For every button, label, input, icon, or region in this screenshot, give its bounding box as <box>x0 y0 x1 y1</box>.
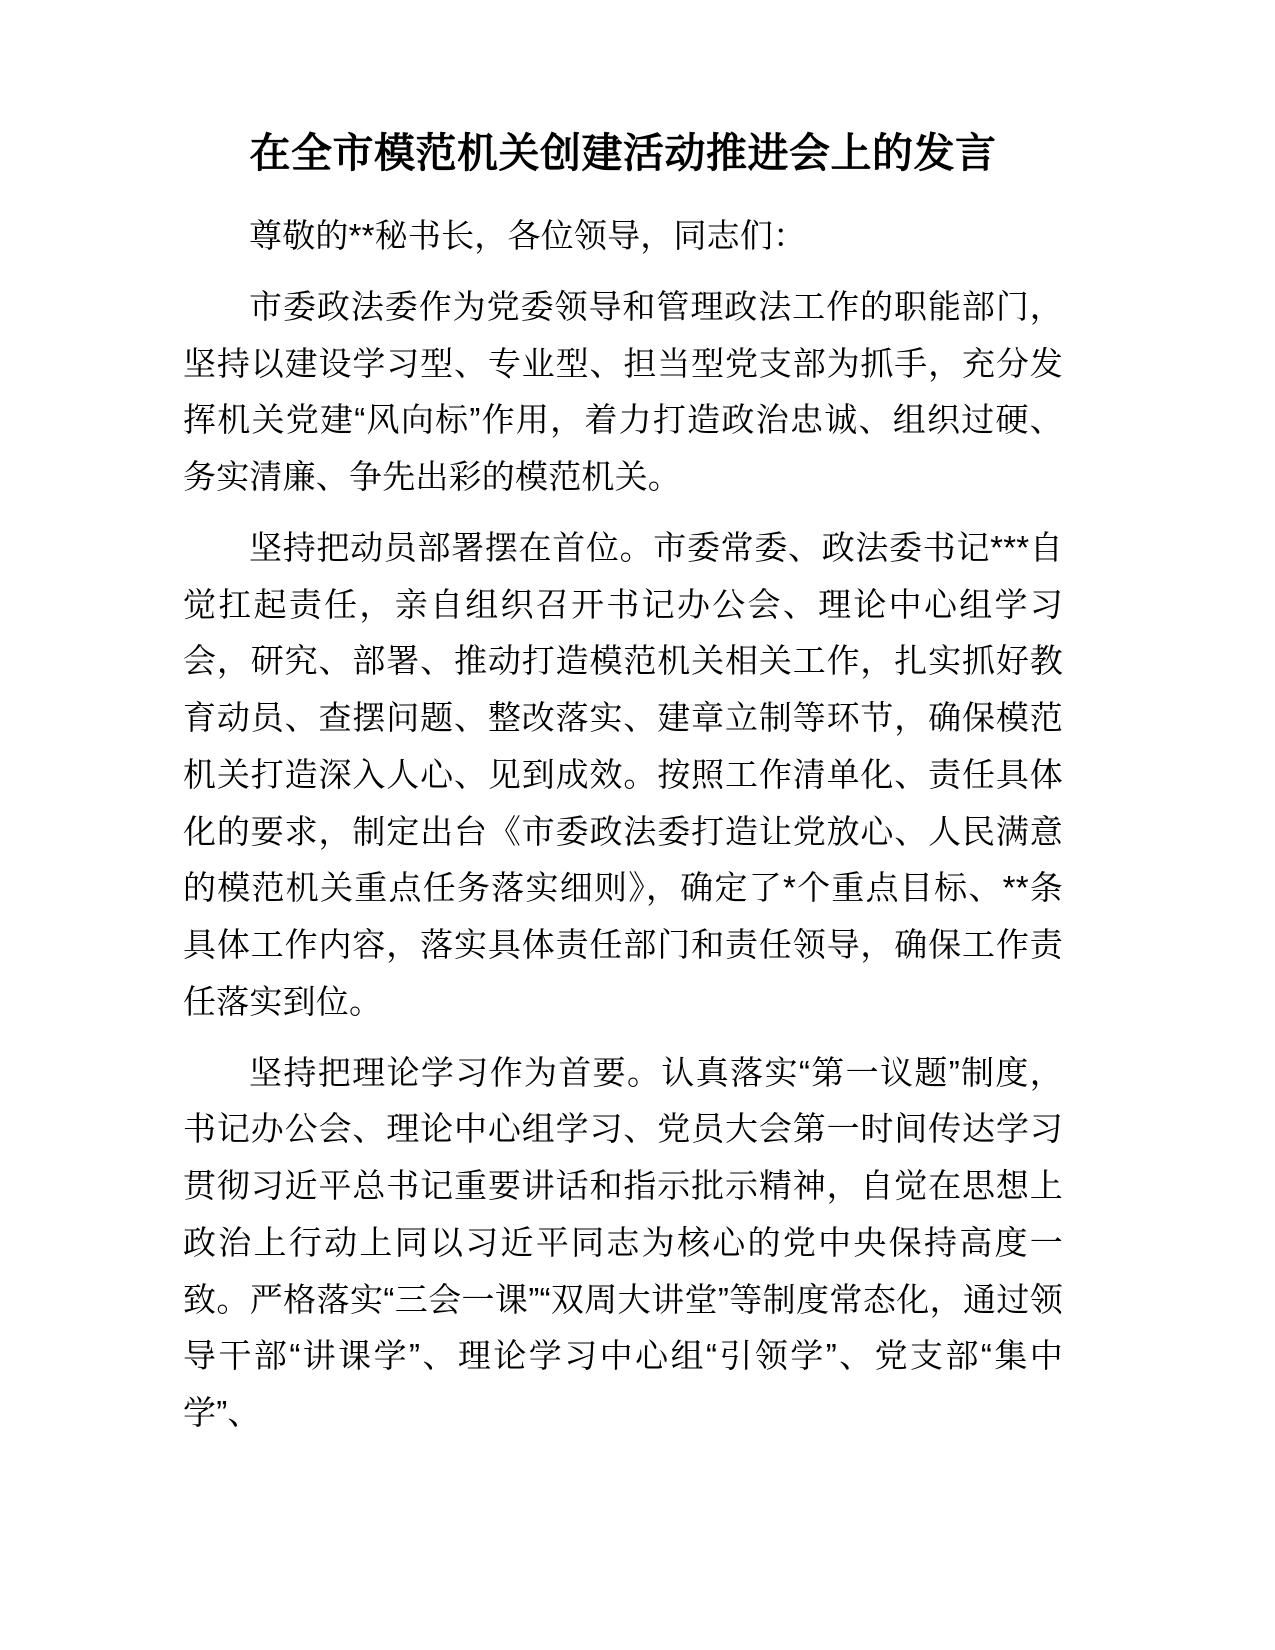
salutation-paragraph: 尊敬的**秘书长，各位领导，同志们： <box>249 217 807 255</box>
body-paragraph-3: 坚持把理论学习作为首要。认真落实“第一议题”制度，书记办公会、理论中心组学习、党员大会第一时间传达学习贯彻习近平总书记重要讲话和指示批示精神，自觉在思想上政治上行动上同以习近平同志为核心的党中央保持高度一致。严格落实“三会一课”“双周大讲堂”等制度常态化，通过领导干部“讲课学”、理论学习中心组“引领学”、党支部“集中学”、 <box>183 1053 1063 1432</box>
page-title: 在全市模范机关创建活动推进会上的发言 <box>249 130 997 176</box>
body-paragraph-2: 坚持把动员部署摆在首位。市委常委、政法委书记***自觉扛起责任，亲自组织召开书记办公会、理论中心组学习会，研究、部署、推动打造模范机关相关工作，扎实抓好教育动员、查摆问题、整改落实、建章立制等环节，确保模范机关打造深入人心、见到成效。按照工作清单化、责任具体化的要求，制定出台《市委政法委打造让党放心、人民满意的模范机关重点任务落实细则》，确定了*个重点目标、**条具体工作内容，落实具体责任部门和责任领导，确保工作责任落实到位。 <box>183 528 1063 1020</box>
document-body <box>183 128 1063 1442</box>
body-paragraph-1: 市委政法委作为党委领导和管理政法工作的职能部门，坚持以建设学习型、专业型、担当型党支部为抓手，充分发挥机关党建“风向标”作用，着力打造政治忠诚、组织过硬、务实清廉、争先出彩的模范机关。 <box>183 287 1063 496</box>
